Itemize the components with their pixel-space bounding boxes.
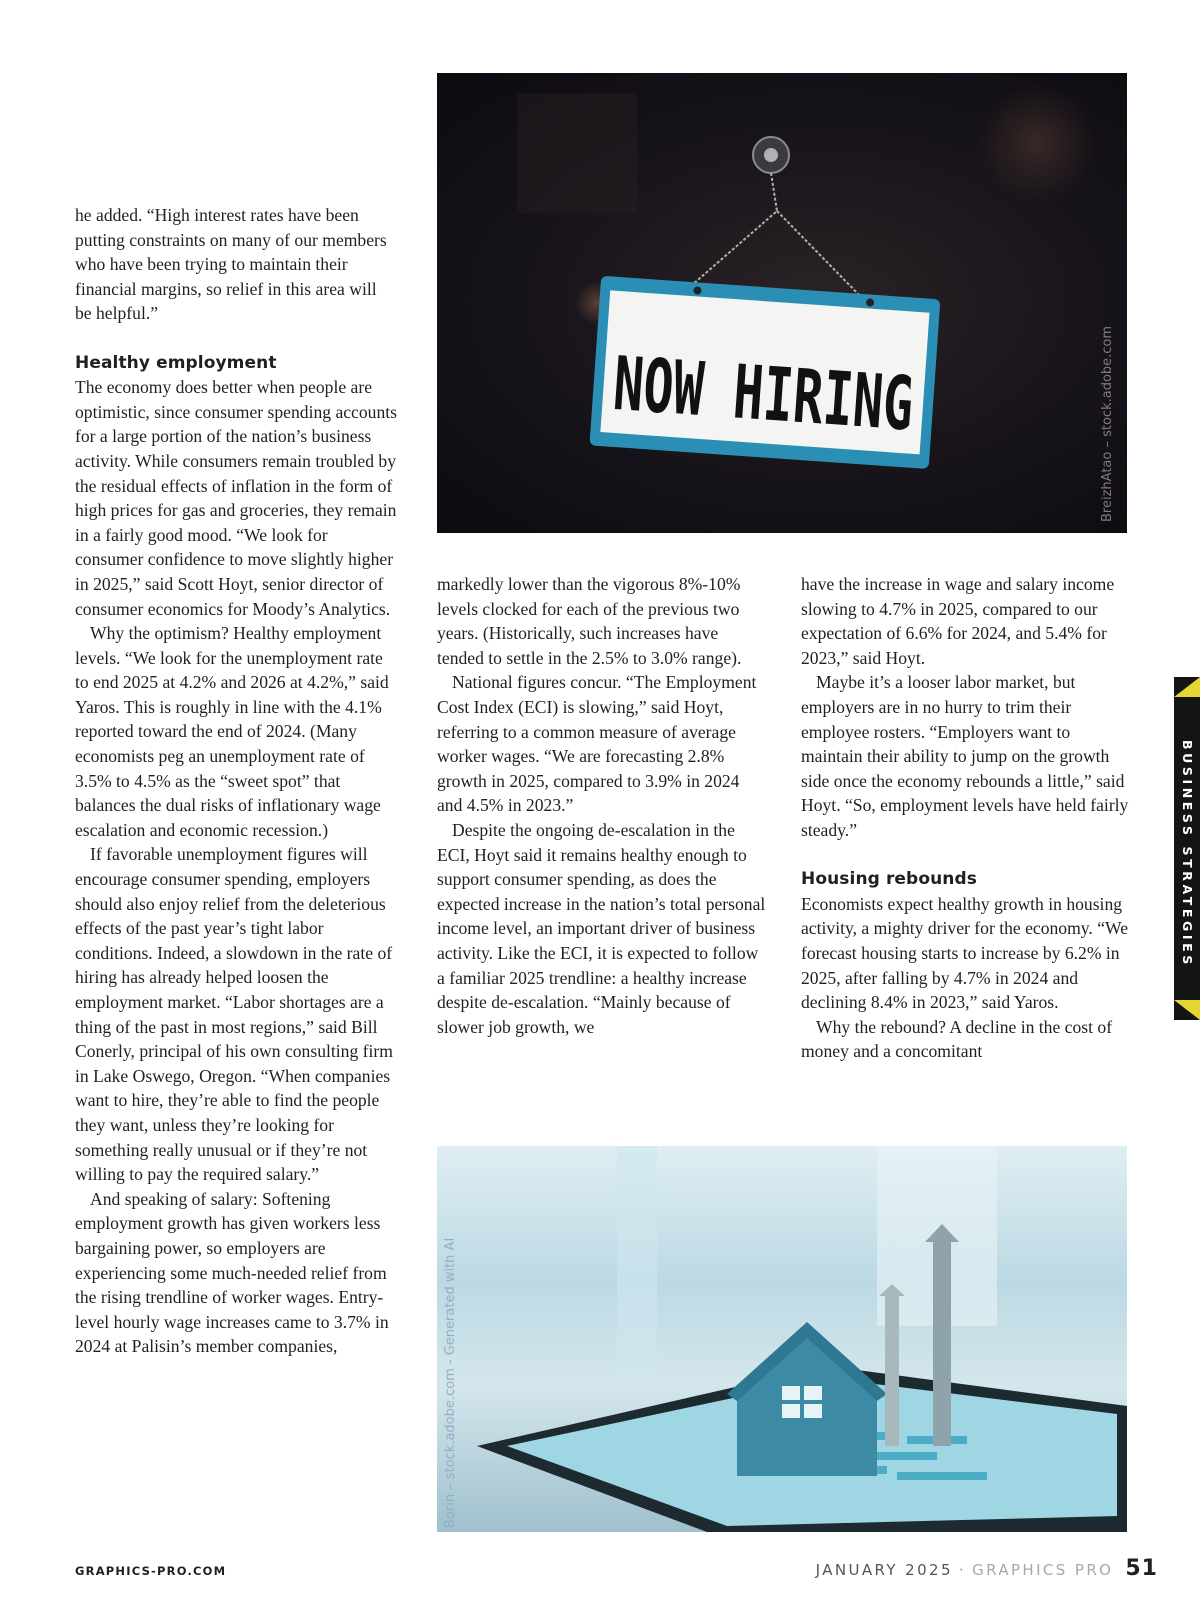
article-column-3 <box>801 572 1131 1064</box>
now-hiring-photo <box>437 73 1127 533</box>
housing-growth-photo <box>437 1146 1127 1532</box>
section-label: BUSINESS STRATEGIES <box>1180 740 1195 968</box>
paragraph: Maybe it’s a looser labor market, but employers are in no hurry to trim their employee rosters. “Employers want to maintain their ability to jump on the growth side once the economy rebounds a little,” said Hoyt. “So, employment levels have held fairly steady.” <box>801 672 1129 840</box>
page-number: 51 <box>1125 1556 1158 1581</box>
paragraph: Why the optimism? Healthy employment levels. “We look for the unemployment rate to end 2025 at 4.2% and 2026 at 4.2%,” said Yaros. This is roughly in line with the 4.1% reported toward the end of 2024. (Many economists peg an unemployment rate of 3.5% to 4.5% as the “sweet spot” that balances the dual risks of inflationary wage escalation and economic recession.) <box>75 623 389 840</box>
photo-credit-housing: Borin – stock.adobe.com - Generated with AI <box>443 1237 458 1528</box>
paragraph: And speaking of salary: Softening employment growth has given workers less bargaining power, so employers are experiencing some much-needed relief from the rising trendline of worker wages. Entry-level hourly wage increases came to 3.7% in 2024 at Palisin’s member companies, <box>75 1188 389 1357</box>
footer-issue-date: JANUARY 2025 <box>815 1561 953 1579</box>
footer-site-url: GRAPHICS-PRO.COM <box>75 1564 227 1578</box>
now-hiring-sign-text: NOW HIRING <box>610 340 1062 458</box>
paragraph: he added. “High interest rates have been putting constraints on many of our members who have been trying to maintain their financial margins, so relief in this area will be helpful.” <box>75 205 387 324</box>
photo-credit-hiring: BreizhAtao – stock.adobe.com <box>1100 325 1115 522</box>
paragraph: markedly lower than the vigorous 8%-10% levels clocked for each of the previous two years. (Historically, such increases have tended to settle in the 2.5% to 3.0% range). <box>437 574 742 668</box>
paragraph: If favorable unemployment figures will encourage consumer spending, employers should also enjoy relief from the deleterious effects of the past year’s tight labor conditions. Indeed, a slowdown in the rate of hiring has already helped loosen the employment market. “Labor shortages are a thing of the past in most regions,” said Bill Conerly, principal of his own consulting firm in Lake Oswego, Oregon. “When companies want to hire, they’re able to find the people they want, unless they’re looking for something really unusual or if they’re not willing to pay the required salary.” <box>75 844 393 1185</box>
side-tab-accent-bottom <box>1174 1000 1200 1020</box>
paragraph: Why the rebound? A decline in the cost of money and a concomitant <box>801 1016 1113 1062</box>
footer-issue-info <box>816 1556 1158 1581</box>
paragraph: Despite the ongoing de-escalation in the ECI, Hoyt said it remains healthy enough to support consumer spending, as does the expected increase in the nation’s total personal income level, an important driver of business activity. Like the ECI, it is expected to follow a familiar 2025 trendline: a healthy increase despite de-escalation. “Mainly because of slower job growth, we <box>437 819 766 1037</box>
housing-growth-illustration <box>437 1146 1127 1532</box>
footer-separator: · <box>958 1561 967 1579</box>
article-column-1 <box>75 203 397 1359</box>
side-tab-accent-top <box>1174 677 1200 697</box>
now-hiring-illustration <box>437 73 1127 533</box>
paragraph: Economists expect healthy growth in housing activity, a mighty driver for the economy. “We forecast housing starts to increase by 6.2% in 2025, after falling by 4.7% in 2024 and declining 8.4% in 2023,” said Yaros. <box>801 893 1129 1013</box>
paragraph: The economy does better when people are optimistic, since consumer spending accounts for a large portion of the nation’s business activity. While consumers remain troubled by the residual effects of inflation in the form of high prices for gas and groceries, they remain in a fairly good mood. “We look for consumer confidence to move slightly higher in 2025,” said Scott Hoyt, senior director of consumer economics for Moody’s Analytics. <box>75 377 397 619</box>
article-column-2 <box>437 572 767 1039</box>
paragraph: National figures concur. “The Employment Cost Index (ECI) is slowing,” said Hoyt, referring to a common measure of average worker wages. “We are forecasting 2.8% growth in 2025, compared to 3.9% in 2024 and 4.5% in 2023.” <box>437 672 757 816</box>
paragraph: have the increase in wage and salary income slowing to 4.7% in 2025, compared to our expectation of 6.6% for 2024, and 5.4% for 2023,” said Hoyt. <box>801 574 1115 668</box>
subheading-healthy-employment: Healthy employment <box>75 352 277 373</box>
footer-magazine-name: GRAPHICS PRO <box>972 1561 1114 1579</box>
subheading-housing-rebounds: Housing rebounds <box>801 869 977 890</box>
